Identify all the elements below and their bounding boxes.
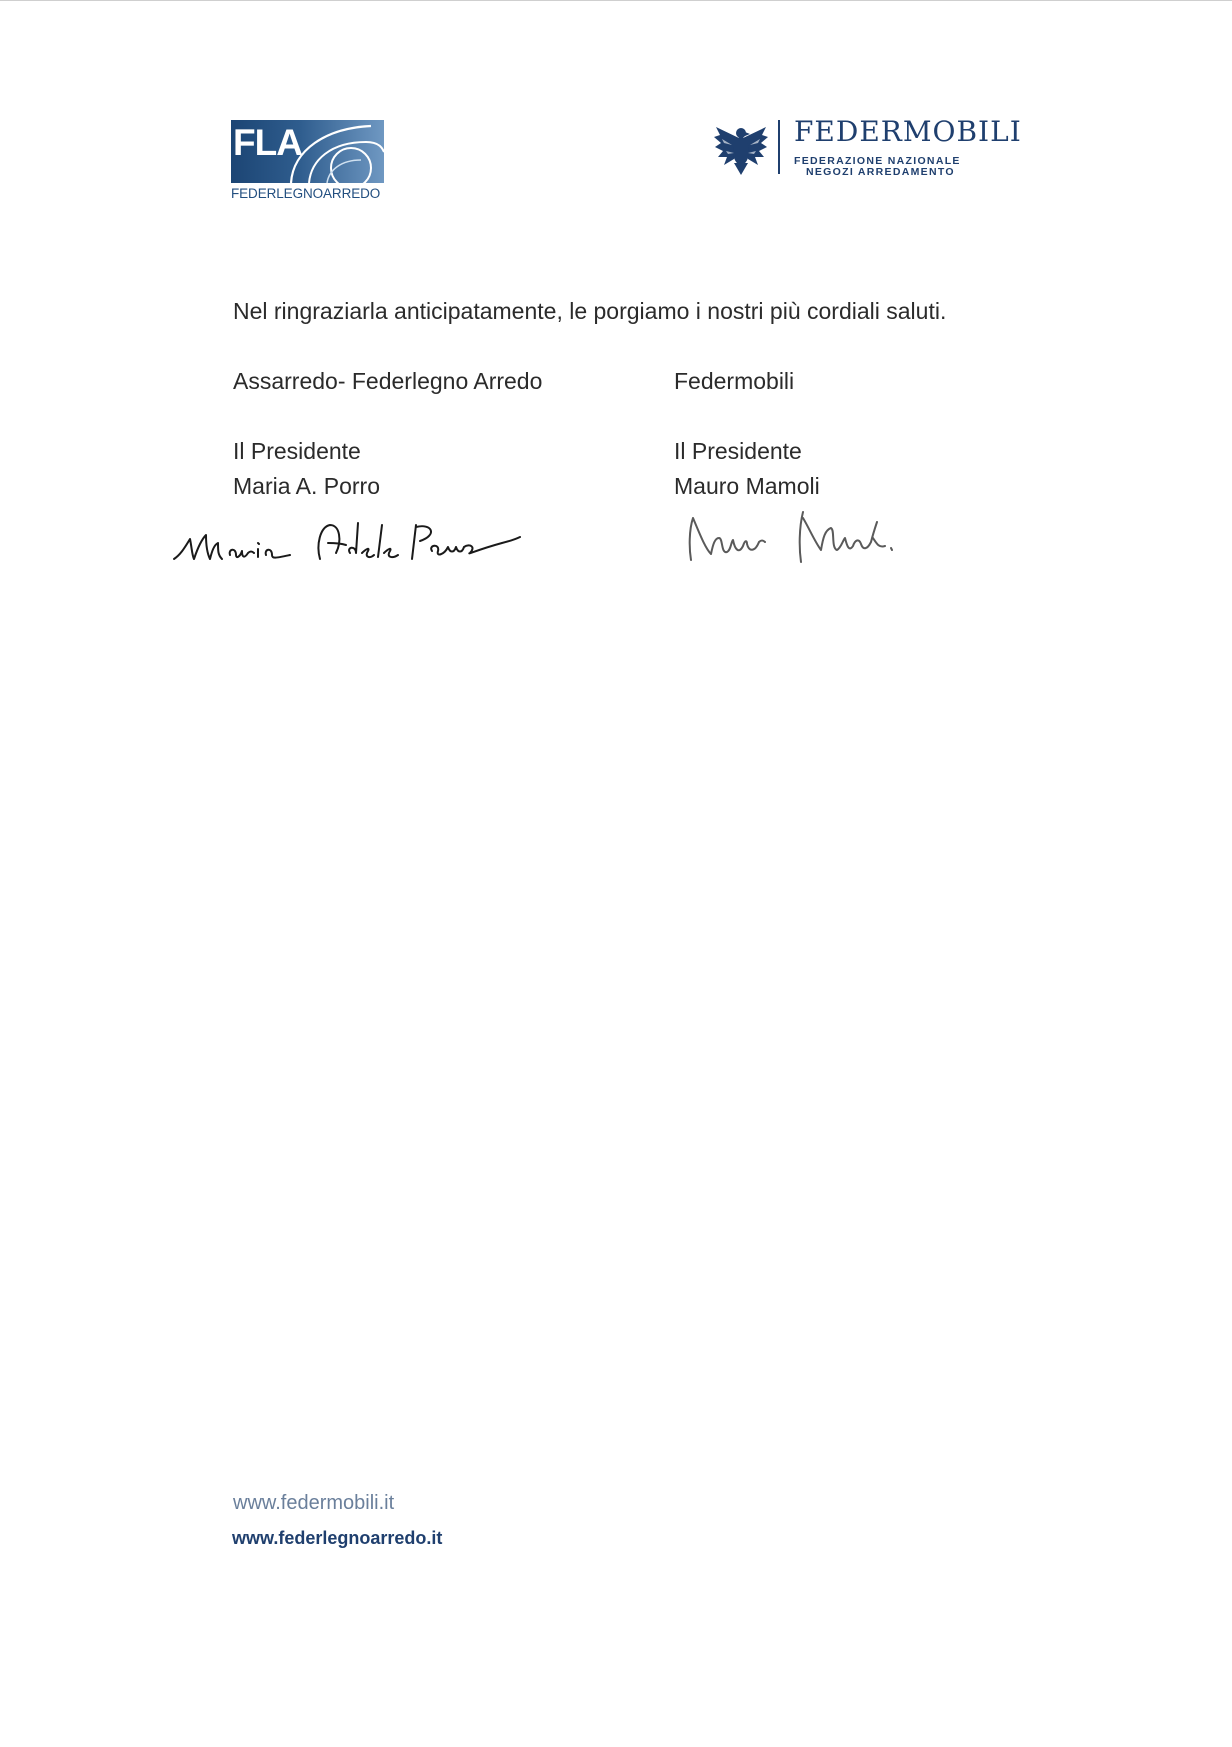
right-organization: Federmobili	[674, 368, 795, 394]
signature-right	[685, 508, 925, 566]
fla-logo-box	[231, 120, 384, 183]
signature-left	[170, 515, 530, 565]
federmobili-divider	[778, 120, 780, 174]
fla-logo-name: FEDERLEGNOARREDO	[231, 186, 381, 201]
top-rule	[0, 0, 1232, 1]
left-role: Il Presidente	[233, 438, 361, 464]
right-role: Il Presidente	[674, 438, 802, 464]
federmobili-subtitle-2: NEGOZI ARREDAMENTO	[806, 166, 955, 178]
website-federmobili[interactable]: www.federmobili.it	[233, 1492, 395, 1514]
fla-logo	[231, 120, 384, 206]
federmobili-logo	[712, 115, 1022, 180]
fla-mark: FLA	[233, 122, 302, 163]
left-name: Maria A. Porro	[233, 473, 380, 499]
closing-sentence: Nel ringraziarla anticipatamente, le porgiamo i nostri più cordiali saluti.	[233, 298, 947, 324]
federmobili-subtitle-1: FEDERAZIONE NAZIONALE	[794, 155, 961, 167]
left-organization: Assarredo- Federlegno Arredo	[233, 368, 543, 394]
eagle-icon	[712, 121, 770, 177]
right-name: Mauro Mamoli	[674, 473, 820, 499]
website-federlegnoarredo[interactable]: www.federlegnoarredo.it	[232, 1528, 443, 1548]
federmobili-title: FEDERMOBILI	[794, 115, 1022, 148]
